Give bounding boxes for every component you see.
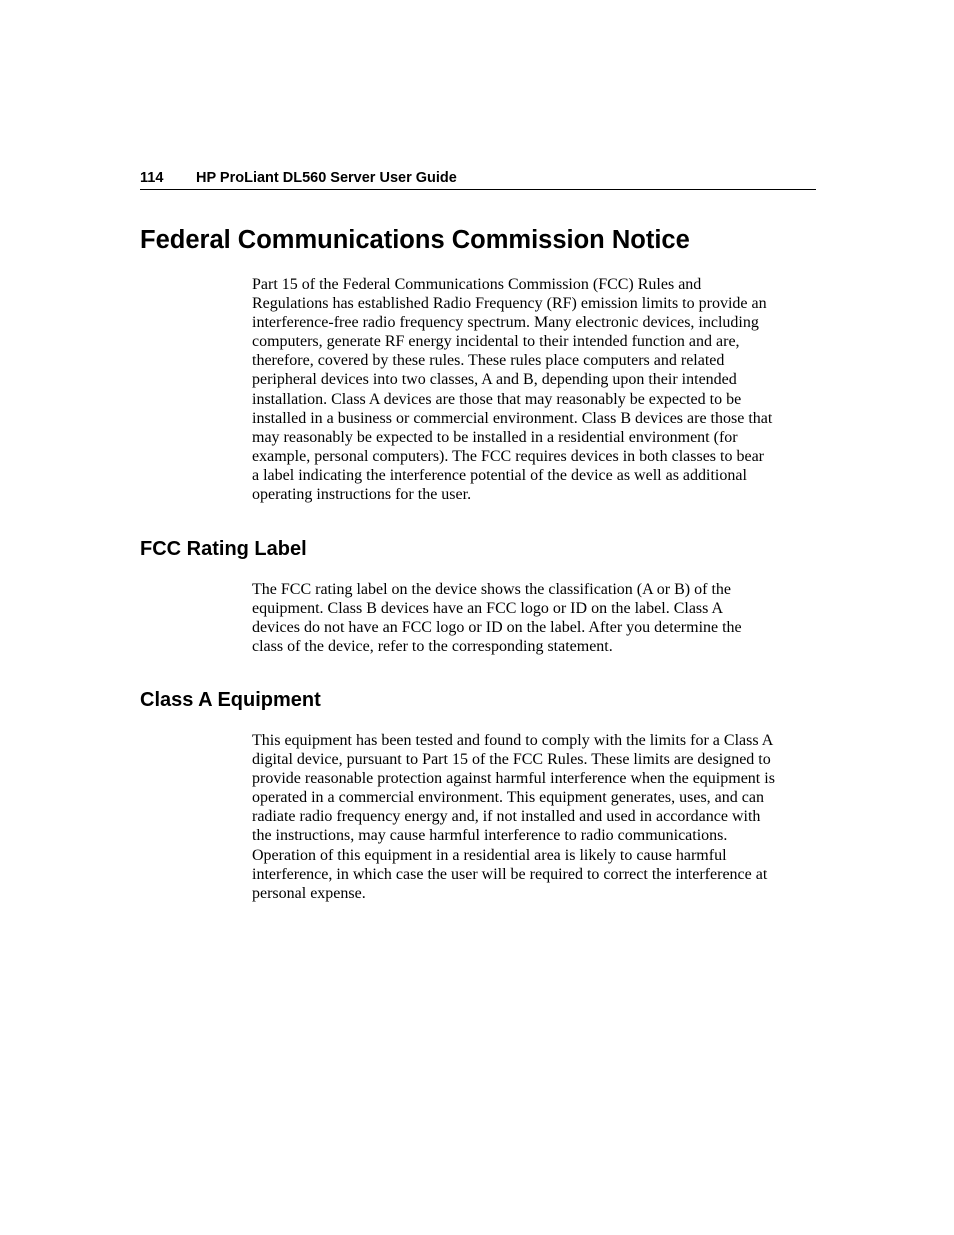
paragraph-line: The FCC rating label on the device shows the classification (A or B) of the <box>252 581 731 598</box>
paragraph-line: class of the device, refer to the corresponding statement. <box>252 638 613 656</box>
paragraph-line: Part 15 of the Federal Communications Commission (FCC) Rules and <box>252 276 702 293</box>
page-number: 114 <box>140 170 164 186</box>
paragraph-line: Operation of this equipment in a residential area is likely to cause harmful <box>252 846 727 864</box>
paragraph-line: Regulations has established Radio Frequency (RF) emission limits to provide an <box>252 295 767 313</box>
paragraph-line: operating instructions for the user. <box>252 486 472 504</box>
section-title-fcc-notice: Federal Communications Commission Notice <box>140 226 690 254</box>
rating-label-paragraph <box>252 580 818 656</box>
paragraph-line: devices do not have an FCC logo or ID on the label. After you determine the <box>252 619 742 637</box>
paragraph-line: the instructions, may cause harmful interference to radio communications. <box>252 827 728 845</box>
paragraph-line: equipment. Class B devices have an FCC logo or ID on the label. Class A <box>252 600 724 618</box>
paragraph-line: installation. Class A devices are those that may reasonably be expected to be <box>252 390 742 408</box>
paragraph-line: installed in a business or commercial environment. Class B devices are those that <box>252 409 773 427</box>
paragraph-line: may reasonably be expected to be installed in a residential environment (for <box>252 428 738 446</box>
paragraph-line: peripheral devices into two classes, A and B, depending upon their intended <box>252 371 737 389</box>
paragraph-line: personal expense. <box>252 884 366 902</box>
paragraph-line: provide reasonable protection against harmful interference when the equipment is <box>252 770 775 788</box>
paragraph-line: computers, generate RF energy incidental to their intended function and are, <box>252 333 740 351</box>
class-a-paragraph <box>252 731 818 903</box>
paragraph-line: operated in a commercial environment. This equipment generates, uses, and can <box>252 789 764 807</box>
section-title-class-a: Class A Equipment <box>140 689 321 711</box>
paragraph-line: therefore, covered by these rules. These rules place computers and related <box>252 352 725 370</box>
paragraph-line: interference-free radio frequency spectrum. Many electronic devices, including <box>252 314 759 332</box>
paragraph-line: a label indicating the interference potential of the device as well as additional <box>252 466 747 484</box>
running-header <box>140 168 816 190</box>
paragraph-line: interference, in which case the user will be required to correct the interference at <box>252 865 768 883</box>
paragraph-line: example, personal computers). The FCC requires devices in both classes to bear <box>252 447 765 465</box>
paragraph-line: This equipment has been tested and found to comply with the limits for a Class A <box>252 732 774 749</box>
fcc-notice-paragraph <box>252 275 818 504</box>
book-title: HP ProLiant DL560 Server User Guide <box>196 170 457 186</box>
paragraph-line: radiate radio frequency energy and, if not installed and used in accordance with <box>252 808 761 826</box>
section-title-rating-label: FCC Rating Label <box>140 538 307 560</box>
paragraph-line: digital device, pursuant to Part 15 of the FCC Rules. These limits are designed to <box>252 751 771 769</box>
